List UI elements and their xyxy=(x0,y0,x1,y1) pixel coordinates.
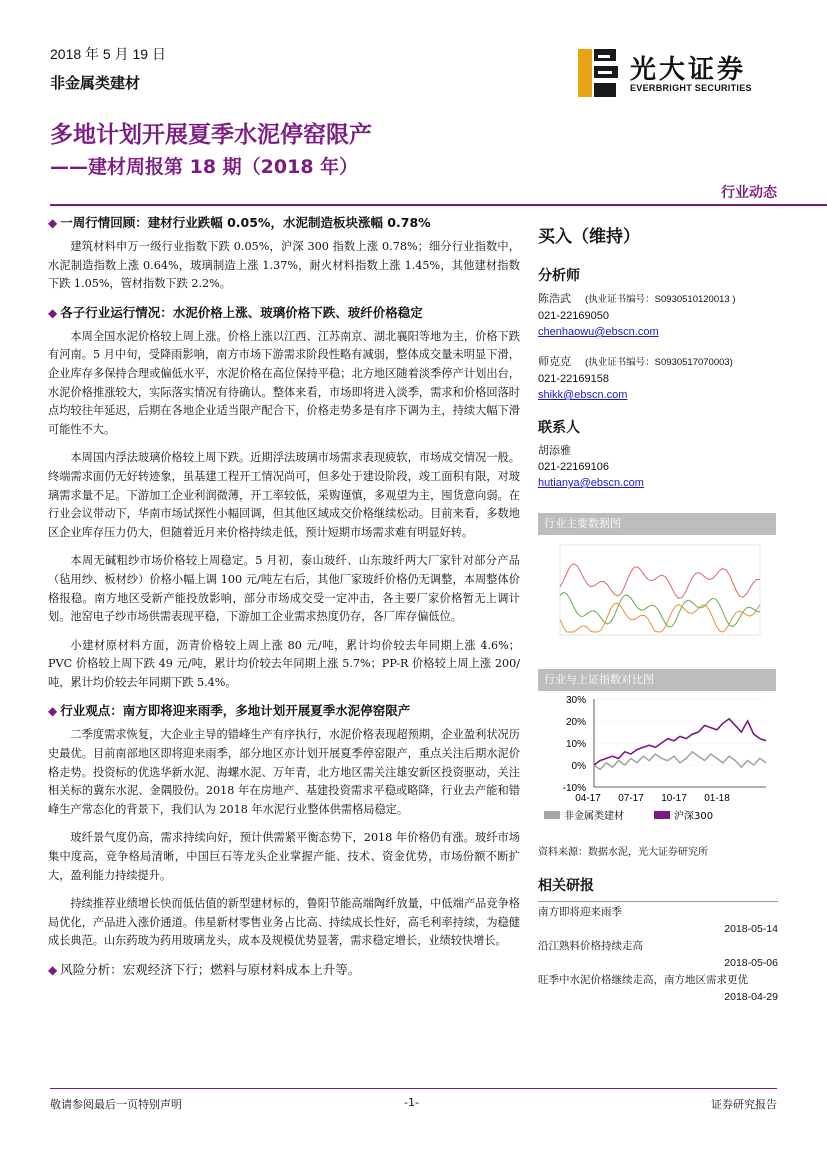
related-item[interactable]: 沿江熟料价格持续走高 2018-05-06 xyxy=(538,940,778,969)
paragraph: 本周国内浮法玻璃价格较上周下跌。近期浮法玻璃市场需求表现疲软，市场成交情况一般。终端需求面仍无好转迹象，虽基建工程开工情况尚可，但多处于建设阶段，竣工面积有限，对玻璃需求量不足。下游加工企业利润微薄，开工率较低，采购谨慎，多观望为主，囤货意向弱。在行业会议带动下，华南市场试探性小幅回调，但其他区域成交价格继续松动。目前来看，多数地区企业库存压力仍大，但随着近月来价格持续走低，预计短期市场需求难有明显好转。 xyxy=(48,451,520,539)
diamond-icon: ◆ xyxy=(48,305,58,320)
footer-label: 证券研究报告 xyxy=(711,1098,777,1111)
series-line xyxy=(560,564,760,599)
diamond-icon: ◆ xyxy=(48,216,58,230)
logo-text-cn: 光大证券 xyxy=(630,55,747,85)
chart1-title: 行业主要数据图 xyxy=(538,513,776,535)
legend-label: 非金属类建材 xyxy=(564,811,624,822)
paragraph: 持续推荐业绩增长快而低估值的新型建材标的，鲁阳节能高端陶纤放量，中低端产品竞争格局优化，产品进入涨价通道。伟星新材零售业务占比高、持续成长性好，高毛利率持续，为稳健成长典范。山东药玻为药用玻璃龙头，成本及规模优势显著，需求稳定增长，业绩较快增长。 xyxy=(48,897,520,948)
y-tick-label: 0% xyxy=(571,761,586,772)
paragraph: 本周全国水泥价格较上周上涨。价格上涨以江西、江苏南京、湖北襄阳等地为主，价格下跌有河南。5 月中旬，受降雨影响，南方市场下游需求阶段性略有减弱，整体成交量未明显下滑，企业库存多保持合理或偏低水平，水泥价格在高位保持平稳；北方地区随着淡季停产计划出台，水泥价格推涨较大，实际落实情况有待确认。整体来看，市场即将进入淡季，需求和价格回落时点均较往年延迟，后期在各地企业适当限产配合下，价格走势多是有序下调为主，持续大幅下滑可能性不大。 xyxy=(48,329,520,436)
footer-disclaimer: 敬请参阅最后一页特别声明 xyxy=(50,1098,182,1111)
contact-block xyxy=(538,443,778,491)
report-title: 多地计划开展夏季水泥停窑限产 xyxy=(50,122,372,148)
report-date: 2018 年 5 月 19 日 xyxy=(50,46,166,62)
analyst-block xyxy=(538,354,778,403)
section-heading: ◆ 一周行情回顾：建材行业跌幅 0.05%，水泥制造板块涨幅 0.78% xyxy=(48,215,431,230)
x-tick-label: 10-17 xyxy=(661,793,687,804)
analyst-license: (执业证书编号：S0930510120013 ) xyxy=(585,294,736,305)
series-line xyxy=(594,719,766,765)
page-number: -1- xyxy=(404,1096,419,1109)
analyst-name: 师克克 xyxy=(538,356,571,368)
analyst-block xyxy=(538,291,778,340)
paragraph: 小建材原材料方面，沥青价格较上周上涨 80 元/吨，累计均价较去年同期上涨 4.6%；PVC 价格较上周下跌 49 元/吨，累计均价较去年同期上涨 5.7%；PP-R 价格较上周上涨 200/吨，累计均价较去年同期下跌 5.4%。 xyxy=(48,638,520,689)
rating: 买入（维持） xyxy=(538,227,640,247)
series-line xyxy=(594,752,766,770)
related-list xyxy=(538,901,778,1006)
y-tick-label: 30% xyxy=(565,695,586,706)
report-subtitle: ——建材周报第 18 期（2018 年） xyxy=(50,156,359,178)
analyst-name: 陈浩武 xyxy=(538,293,571,305)
analyst-heading: 分析师 xyxy=(538,268,580,284)
related-heading: 相关研报 xyxy=(538,878,594,894)
main-content xyxy=(48,214,520,985)
footer-divider xyxy=(50,1088,777,1089)
related-item[interactable]: 南方即将迎来雨季 2018-05-14 xyxy=(538,906,778,935)
chart2-title: 行业与上证指数对比图 xyxy=(538,669,776,691)
x-tick-label: 07-17 xyxy=(618,793,644,804)
contact-name: 胡添雅 xyxy=(538,445,571,457)
paragraph: 本周无碱粗纱市场价格较上周稳定。5 月初，泰山玻纤、山东玻纤两大厂家针对部分产品（毡用纱、板材纱）价格小幅上调 100 元/吨左右后，其他厂家玻纤价格仍无调整，本周整体价格报稳。南方地区受新产能投放影响，部分市场成交受一定冲击，各主要厂家价格暂无上调计划。池窑电子纱市场供需表现平稳，下游加工企业需求热度仍存，各厂库存偏低位。 xyxy=(48,554,520,624)
industry-vs-index-chart xyxy=(538,691,776,841)
section-heading: ◆ 风险分析：宏观经济下行；燃料与原材料成本上升等。 xyxy=(48,962,361,977)
header-divider xyxy=(50,204,827,206)
y-tick-label: 10% xyxy=(565,739,586,750)
section-heading: ◆ 各子行业运行情况：水泥价格上涨、玻璃价格下跌、玻纤价格稳定 xyxy=(48,304,423,320)
chart-source: 资料来源：数据水泥，光大证券研究所 xyxy=(538,847,708,858)
section-heading: ◆ 行业观点：南方即将迎来雨季，多地计划开展夏季水泥停窑限产 xyxy=(48,703,411,719)
paragraph: 玻纤景气度仍高，需求持续向好，预计供需紧平衡态势下，2018 年价格仍有涨。玻纤市场集中度高，竞争格局清晰，中国巨石等龙头企业掌握产能、技术、资金优势，市场份额不断扩大，盈利能力持续提升。 xyxy=(48,831,520,882)
paragraph: 建筑材料申万一级行业指数下跌 0.05%，沪深 300 指数上涨 0.78%；细分行业指数中，水泥制造指数上涨 0.64%，玻璃制造上涨 1.37%，耐火材料指数上涨 1.45%，其他建材指数下跌 1.05%，管材指数下跌 2.2%。 xyxy=(48,240,520,291)
related-item[interactable]: 旺季中水泥价格继续走高，南方地区需求更优 2018-04-29 xyxy=(538,974,778,1003)
series-line xyxy=(560,603,760,632)
everbright-logo xyxy=(576,47,781,99)
contact-phone: 021-22169106 xyxy=(538,461,609,473)
legend-swatch xyxy=(654,811,670,819)
sector-label: 非金属类建材 xyxy=(50,74,141,92)
logo-mark-icon xyxy=(576,47,624,99)
x-tick-label: 01-18 xyxy=(704,793,730,804)
analyst-phone: 021-22169158 xyxy=(538,373,609,385)
diamond-icon: ◆ xyxy=(48,963,58,977)
analyst-email-link[interactable]: shikk@ebscn.com xyxy=(538,389,628,401)
report-type-tag: 行业动态 xyxy=(721,185,777,201)
x-tick-label: 04-17 xyxy=(575,793,601,804)
paragraph: 二季度需求恢复，大企业主导的错峰生产有序执行，水泥价格表现超预期，企业盈利状况历史最优。目前南部地区即将迎来雨季，部分地区亦计划开展夏季停窑限产，重点关注后期水泥价格走势。投资标的优选华新水泥、海螺水泥、万年青，北方地区需关注雄安新区投资驱动，关注相关标的冀东水泥、金隅股份。2018 年在房地产、基建投资需求平稳或略降，行业去产能和错峰生产常态化的背景下，我们认为 2018 年水泥行业整体供需格局稳定。 xyxy=(48,728,520,816)
diamond-icon: ◆ xyxy=(48,704,58,719)
y-tick-label: 20% xyxy=(565,717,586,728)
sidebar xyxy=(538,222,778,1006)
legend-label: 沪深300 xyxy=(674,811,714,822)
legend-swatch xyxy=(544,811,560,819)
analyst-email-link[interactable]: chenhaowu@ebscn.com xyxy=(538,326,659,338)
logo-text-en: EVERBRIGHT SECURITIES xyxy=(630,83,752,93)
analyst-phone: 021-22169050 xyxy=(538,310,609,322)
contact-email-link[interactable]: hutianya@ebscn.com xyxy=(538,477,644,489)
contact-heading: 联系人 xyxy=(538,420,580,436)
industry-data-chart xyxy=(538,535,776,653)
analyst-license: (执业证书编号：S0930517070003) xyxy=(585,357,733,368)
y-tick-label: -10% xyxy=(562,783,586,794)
